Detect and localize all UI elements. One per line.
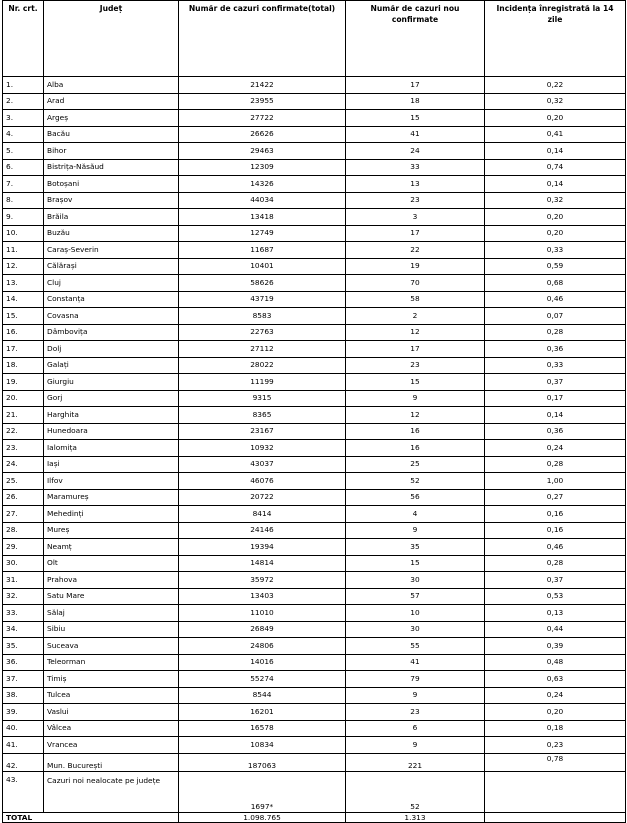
- cell-county: Vrancea: [44, 737, 179, 754]
- cell-county: Olt: [44, 555, 179, 572]
- cell-nr: 22.: [3, 423, 44, 440]
- cell-nr: 40.: [3, 720, 44, 737]
- table-row: [3, 258, 626, 275]
- cell-incidence: 0,36: [485, 423, 626, 440]
- cell-nr: 24.: [3, 456, 44, 473]
- cell-total: 26626: [179, 126, 346, 143]
- table-row: [3, 638, 626, 655]
- table-row: [3, 737, 626, 754]
- cell-county: Tulcea: [44, 687, 179, 704]
- table-row: [3, 539, 626, 556]
- table-row: [3, 341, 626, 358]
- cell-nr: 10.: [3, 225, 44, 242]
- cell-incidence: 0,17: [485, 390, 626, 407]
- cell-nr: 31.: [3, 572, 44, 589]
- cell-total: 55274: [179, 671, 346, 688]
- table-row: [3, 605, 626, 622]
- cell-nr: 21.: [3, 407, 44, 424]
- cell-total: 23167: [179, 423, 346, 440]
- cell-incidence: 0,48: [485, 654, 626, 671]
- cell-incidence: 0,33: [485, 242, 626, 259]
- cell-total: 14814: [179, 555, 346, 572]
- table-row: [3, 654, 626, 671]
- table-row: [3, 192, 626, 209]
- cell-new: 23: [346, 357, 485, 374]
- cell-incidence: 1,00: [485, 473, 626, 490]
- cell-nr: 11.: [3, 242, 44, 259]
- header-incidence: Incidența înregistrată la 14 zile: [485, 1, 626, 77]
- cell-incidence: 0,24: [485, 440, 626, 457]
- table-row: [3, 671, 626, 688]
- table-row: [3, 275, 626, 292]
- cell-total: 14016: [179, 654, 346, 671]
- cell-total: 29463: [179, 143, 346, 160]
- cell-county: Vâlcea: [44, 720, 179, 737]
- cell-nr: 15.: [3, 308, 44, 325]
- cell-total: 27722: [179, 110, 346, 127]
- cell-nr: 19.: [3, 374, 44, 391]
- table-row: [3, 110, 626, 127]
- cell-county: Bihor: [44, 143, 179, 160]
- cell-new: 57: [346, 588, 485, 605]
- cell-nr: 28.: [3, 522, 44, 539]
- table-row: [3, 308, 626, 325]
- cell-incidence: 0,32: [485, 93, 626, 110]
- cell-incidence: 0,20: [485, 225, 626, 242]
- cell-county: Alba: [44, 77, 179, 94]
- cell-nr: 17.: [3, 341, 44, 358]
- cell-county: Vaslui: [44, 704, 179, 721]
- cell-new: 30: [346, 621, 485, 638]
- cell-incidence: 0,28: [485, 456, 626, 473]
- cell-county: Botoșani: [44, 176, 179, 193]
- cell-new: 33: [346, 159, 485, 176]
- cell-new: 17: [346, 341, 485, 358]
- cell-total: 8365: [179, 407, 346, 424]
- cell-incidence: 0,14: [485, 143, 626, 160]
- cell-new: 25: [346, 456, 485, 473]
- cell-county: Mun. București: [44, 753, 179, 771]
- cell-county: Hunedoara: [44, 423, 179, 440]
- cell-new: 19: [346, 258, 485, 275]
- cell-incidence: 0,23: [485, 737, 626, 754]
- cell-incidence: 0,28: [485, 324, 626, 341]
- cell-new: 58: [346, 291, 485, 308]
- covid-cases-table: [2, 0, 626, 823]
- cell-nr: 30.: [3, 555, 44, 572]
- cell-incidence: 0,24: [485, 687, 626, 704]
- table-row: [3, 324, 626, 341]
- cell-county: Neamț: [44, 539, 179, 556]
- cell-nr: 39.: [3, 704, 44, 721]
- cell-new: 35: [346, 539, 485, 556]
- cell-nr: 33.: [3, 605, 44, 622]
- table-row: [3, 506, 626, 523]
- cell-county: Bacău: [44, 126, 179, 143]
- cell-nr: 29.: [3, 539, 44, 556]
- table-row: [3, 687, 626, 704]
- cell-nr: 3.: [3, 110, 44, 127]
- cell-incidence: 0,16: [485, 522, 626, 539]
- cell-total: 24146: [179, 522, 346, 539]
- cell-new: 9: [346, 687, 485, 704]
- cell-county: Bistrița-Năsăud: [44, 159, 179, 176]
- cell-incidence: 0,74: [485, 159, 626, 176]
- table-header-row: [3, 1, 626, 77]
- cell-county: Giurgiu: [44, 374, 179, 391]
- cell-nr: 1.: [3, 77, 44, 94]
- total-label: TOTAL: [3, 812, 179, 822]
- cell-nr: 12.: [3, 258, 44, 275]
- cell-total: 24806: [179, 638, 346, 655]
- cell-nr: 36.: [3, 654, 44, 671]
- cell-nr: 42.: [3, 753, 44, 771]
- table-row: [3, 390, 626, 407]
- cell-total: 22763: [179, 324, 346, 341]
- cell-county: Covasna: [44, 308, 179, 325]
- cell-county: Suceava: [44, 638, 179, 655]
- cell-total: 10834: [179, 737, 346, 754]
- cell-county: Caraș-Severin: [44, 242, 179, 259]
- table-row: [3, 720, 626, 737]
- table-row: [3, 242, 626, 259]
- cell-incidence: 0,20: [485, 209, 626, 226]
- cell-county: Ialomița: [44, 440, 179, 457]
- cell-nr: 2.: [3, 93, 44, 110]
- cell-incidence: 0,41: [485, 126, 626, 143]
- cell-total: 20722: [179, 489, 346, 506]
- cell-total: 26849: [179, 621, 346, 638]
- table-row: [3, 423, 626, 440]
- cell-new: 52: [346, 473, 485, 490]
- cell-new: 221: [346, 753, 485, 771]
- table-row: [3, 143, 626, 160]
- cell-new: 9: [346, 522, 485, 539]
- cell-incidence: 0,20: [485, 704, 626, 721]
- cell-new: 18: [346, 93, 485, 110]
- cell-county: Satu Mare: [44, 588, 179, 605]
- header-nr: Nr. crt.: [3, 1, 44, 77]
- cell-new: 23: [346, 192, 485, 209]
- header-total-cases: Număr de cazuri confirmate(total): [179, 1, 346, 77]
- cell-total: 14326: [179, 176, 346, 193]
- table-body: [3, 77, 626, 823]
- cell-total: 187063: [179, 753, 346, 771]
- cell-nr: 27.: [3, 506, 44, 523]
- cell-total: 35972: [179, 572, 346, 589]
- cell-nr: 38.: [3, 687, 44, 704]
- cell-incidence: 0,37: [485, 374, 626, 391]
- cell-incidence: 0,78: [485, 753, 626, 771]
- cell-nr: 18.: [3, 357, 44, 374]
- cell-total: 46076: [179, 473, 346, 490]
- cell-nr: 13.: [3, 275, 44, 292]
- cell-county: Prahova: [44, 572, 179, 589]
- table-row: [3, 456, 626, 473]
- cell-county: Ilfov: [44, 473, 179, 490]
- cell-county: Mureș: [44, 522, 179, 539]
- table-row: [3, 126, 626, 143]
- table-row: [3, 522, 626, 539]
- cell-nr: 5.: [3, 143, 44, 160]
- cell-total: 13418: [179, 209, 346, 226]
- cell-county: Teleorman: [44, 654, 179, 671]
- cell-total: 16578: [179, 720, 346, 737]
- cell-incidence: 0,39: [485, 638, 626, 655]
- cell-total: 19394: [179, 539, 346, 556]
- cell-incidence: 0,37: [485, 572, 626, 589]
- table-row: [3, 225, 626, 242]
- table-row: [3, 357, 626, 374]
- cell-incidence: 0,07: [485, 308, 626, 325]
- cell-nr: 43.: [3, 771, 44, 812]
- cell-new: 30: [346, 572, 485, 589]
- cell-nr: 26.: [3, 489, 44, 506]
- cell-incidence: 0,14: [485, 176, 626, 193]
- cell-new: 17: [346, 77, 485, 94]
- cell-nr: 7.: [3, 176, 44, 193]
- cell-total: 23955: [179, 93, 346, 110]
- table-row: [3, 77, 626, 94]
- cell-incidence: 0,46: [485, 539, 626, 556]
- cell-new: 9: [346, 737, 485, 754]
- cell-county: Brașov: [44, 192, 179, 209]
- cell-new: 41: [346, 654, 485, 671]
- table-row: [3, 473, 626, 490]
- cell-county: Arad: [44, 93, 179, 110]
- table-row-43: [3, 771, 626, 812]
- cell-new: 22: [346, 242, 485, 259]
- table-row: [3, 489, 626, 506]
- table-total-row: [3, 812, 626, 822]
- cell-total: 44034: [179, 192, 346, 209]
- cell-county: Maramureș: [44, 489, 179, 506]
- cell-county: Mehedinți: [44, 506, 179, 523]
- table-row: [3, 291, 626, 308]
- cell-new: 55: [346, 638, 485, 655]
- cell-county: Buzău: [44, 225, 179, 242]
- cell-incidence: 0,22: [485, 77, 626, 94]
- cell-new: 4: [346, 506, 485, 523]
- cell-nr: 14.: [3, 291, 44, 308]
- cell-incidence: 0,33: [485, 357, 626, 374]
- cell-incidence: 0,14: [485, 407, 626, 424]
- cell-new: 56: [346, 489, 485, 506]
- cell-total: 16201: [179, 704, 346, 721]
- total-new-cases: 1.313: [346, 812, 485, 822]
- cell-county: Iași: [44, 456, 179, 473]
- cell-nr: 35.: [3, 638, 44, 655]
- total-cases: 1.098.765: [179, 812, 346, 822]
- cell-nr: 9.: [3, 209, 44, 226]
- cell-total: 58626: [179, 275, 346, 292]
- cell-incidence: 0,63: [485, 671, 626, 688]
- cell-total: 11010: [179, 605, 346, 622]
- table-row: [3, 209, 626, 226]
- cell-incidence: 0,68: [485, 275, 626, 292]
- cell-county: Harghita: [44, 407, 179, 424]
- header-new-cases: Număr de cazuri nou confirmate: [346, 1, 485, 77]
- cell-total: 12309: [179, 159, 346, 176]
- table-row: [3, 572, 626, 589]
- cell-new: 9: [346, 390, 485, 407]
- cell-nr: 25.: [3, 473, 44, 490]
- cell-new: 3: [346, 209, 485, 226]
- cell-county: Cluj: [44, 275, 179, 292]
- table-row: [3, 176, 626, 193]
- cell-incidence: 0,28: [485, 555, 626, 572]
- table-row: [3, 374, 626, 391]
- cell-total: 11687: [179, 242, 346, 259]
- table-row: [3, 588, 626, 605]
- cell-total: 10932: [179, 440, 346, 457]
- cell-incidence: 0,44: [485, 621, 626, 638]
- cell-new: 12: [346, 407, 485, 424]
- cell-nr: 23.: [3, 440, 44, 457]
- cell-nr: 20.: [3, 390, 44, 407]
- table-row: [3, 621, 626, 638]
- cell-county: Dâmbovița: [44, 324, 179, 341]
- cell-total: 10401: [179, 258, 346, 275]
- cell-nr: 6.: [3, 159, 44, 176]
- cell-county: Cazuri noi nealocate pe județe: [44, 771, 179, 812]
- total-incidence: [485, 812, 626, 822]
- cell-incidence: 0,59: [485, 258, 626, 275]
- cell-new: 79: [346, 671, 485, 688]
- cell-new: 13: [346, 176, 485, 193]
- cell-total: 8583: [179, 308, 346, 325]
- cell-total: 43719: [179, 291, 346, 308]
- table-row: [3, 93, 626, 110]
- cell-nr: 8.: [3, 192, 44, 209]
- table-row: [3, 440, 626, 457]
- cell-new: 15: [346, 110, 485, 127]
- cell-incidence: 0,13: [485, 605, 626, 622]
- cell-incidence: 0,46: [485, 291, 626, 308]
- cell-county: Brăila: [44, 209, 179, 226]
- cell-nr: 16.: [3, 324, 44, 341]
- cell-nr: 32.: [3, 588, 44, 605]
- cell-new: 10: [346, 605, 485, 622]
- cell-total: 27112: [179, 341, 346, 358]
- cell-county: Argeș: [44, 110, 179, 127]
- cell-county: Dolj: [44, 341, 179, 358]
- cell-new: 12: [346, 324, 485, 341]
- cell-total: 21422: [179, 77, 346, 94]
- cell-nr: 41.: [3, 737, 44, 754]
- cell-total: 8414: [179, 506, 346, 523]
- cell-total: 12749: [179, 225, 346, 242]
- cell-county: Galați: [44, 357, 179, 374]
- cell-county: Sibiu: [44, 621, 179, 638]
- table-row: [3, 704, 626, 721]
- cell-total: 11199: [179, 374, 346, 391]
- cell-new: 2: [346, 308, 485, 325]
- cell-county: Sălaj: [44, 605, 179, 622]
- cell-county: Călărași: [44, 258, 179, 275]
- cell-new: 17: [346, 225, 485, 242]
- cell-new: 6: [346, 720, 485, 737]
- cell-county: Timiș: [44, 671, 179, 688]
- table-row: [3, 407, 626, 424]
- cell-new: 15: [346, 374, 485, 391]
- table-row: [3, 555, 626, 572]
- cell-nr: 34.: [3, 621, 44, 638]
- cell-incidence: 0,36: [485, 341, 626, 358]
- cell-total: 43037: [179, 456, 346, 473]
- table-row: [3, 159, 626, 176]
- cell-incidence: 0,32: [485, 192, 626, 209]
- cell-new: 23: [346, 704, 485, 721]
- cell-nr: 37.: [3, 671, 44, 688]
- cell-total: 8544: [179, 687, 346, 704]
- cell-new: 41: [346, 126, 485, 143]
- cell-county: Gorj: [44, 390, 179, 407]
- header-county: Județ: [44, 1, 179, 77]
- cell-new: 70: [346, 275, 485, 292]
- cell-nr: 4.: [3, 126, 44, 143]
- cell-total: 1697*: [179, 771, 346, 812]
- cell-incidence: 0,53: [485, 588, 626, 605]
- cell-incidence: 0,18: [485, 720, 626, 737]
- cell-incidence: 0,16: [485, 506, 626, 523]
- cell-new: 16: [346, 423, 485, 440]
- cell-new: 52: [346, 771, 485, 812]
- cell-incidence: 0,20: [485, 110, 626, 127]
- cell-new: 15: [346, 555, 485, 572]
- cell-total: 28022: [179, 357, 346, 374]
- cell-incidence: [485, 771, 626, 812]
- table-row-42: [3, 753, 626, 771]
- cell-new: 24: [346, 143, 485, 160]
- cell-total: 13403: [179, 588, 346, 605]
- cell-county: Constanța: [44, 291, 179, 308]
- cell-incidence: 0,27: [485, 489, 626, 506]
- cell-new: 16: [346, 440, 485, 457]
- cell-total: 9315: [179, 390, 346, 407]
